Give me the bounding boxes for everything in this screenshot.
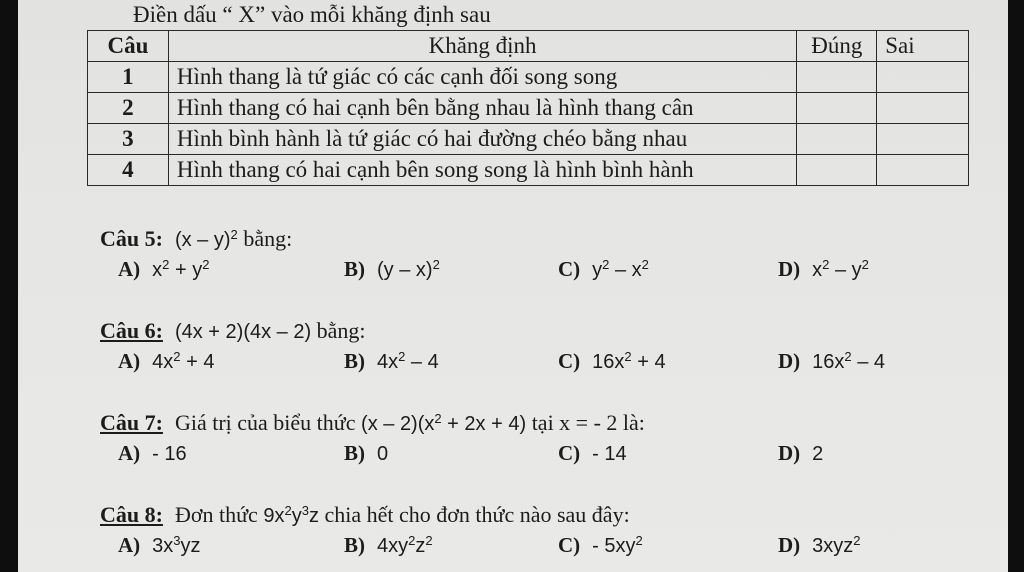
answer-option[interactable] [778,533,861,558]
true-checkbox-cell[interactable] [797,62,877,93]
answer-option[interactable] [558,441,627,466]
question-stem: (x – y)$^2$ bằng: [174,226,293,251]
option-expression: (y – x)$^2$ [377,256,440,281]
true-checkbox-cell[interactable] [797,155,877,186]
answer-option[interactable] [558,533,643,558]
option-letter: C) [558,349,581,373]
option-expression: $y^2 - x^2$ [592,256,649,281]
exercise-title: Điền dấu “ X” vào mỗi khăng định sau [133,2,491,27]
row-statement: Hình thang là tứ giác có các cạnh đối song song [168,62,796,93]
false-checkbox-cell[interactable] [877,124,969,155]
question-7 [100,410,645,436]
row-statement: Hình bình hành là tứ giác có hai đường chéo bằng nhau [168,124,796,155]
table-row [88,124,969,155]
answer-option[interactable] [344,441,388,466]
option-expression: - 16 [152,443,187,465]
option-expression: 2 [812,443,824,465]
question-stem: (4x + 2)(4x – 2) bằng: [174,318,366,343]
table-header-row [88,31,969,62]
false-checkbox-cell[interactable] [877,155,969,186]
row-statement: Hình thang có hai cạnh bên song song là hình bình hành [168,155,796,186]
question-stem: Đơn thức $9x^2y^3z$ chia hết cho đơn thức nào sau đây: [174,502,630,527]
col-header-cau: Câu [88,31,169,62]
option-expression: $x^2 + y^2$ [152,256,210,281]
option-letter: B) [344,533,365,557]
col-header-claim: Khăng định [168,31,796,62]
answer-option[interactable] [558,257,649,282]
option-expression: $4x^2 + 4$ [152,348,215,373]
true-checkbox-cell[interactable] [797,124,877,155]
option-letter: A) [118,349,141,373]
worksheet-page [18,0,1008,572]
question-5 [100,226,292,252]
option-expression: 0 [377,443,389,465]
question-label: Câu 5: [100,226,163,251]
option-expression: - 14 [592,443,627,465]
answer-option[interactable] [344,533,433,558]
question-label: Câu 7: [100,410,163,435]
row-statement: Hình thang có hai cạnh bên bằng nhau là hình thang cân [168,93,796,124]
table-row [88,62,969,93]
option-expression: $3x^3yz$ [152,532,201,557]
table-row [88,155,969,186]
answer-option[interactable] [118,533,201,558]
option-letter: D) [778,533,801,557]
option-letter: A) [118,533,141,557]
answer-option[interactable] [344,257,440,282]
option-letter: C) [558,257,581,281]
statement-table [87,30,969,186]
option-expression: $4xy^2z^2$ [377,532,433,557]
answer-option[interactable] [558,349,666,374]
option-expression: 3xyz$^2$ [812,532,861,557]
option-letter: A) [118,257,141,281]
option-expression: $16x^2 - 4$ [812,348,886,373]
option-letter: A) [118,441,141,465]
answer-option[interactable] [778,441,823,466]
option-expression: $x^2 - y^2$ [812,256,869,281]
answer-option[interactable] [118,349,214,374]
col-header-false: Sai [877,31,969,62]
option-expression: - $5xy^2$ [592,532,643,557]
table-row [88,93,969,124]
answer-option[interactable] [778,349,885,374]
question-stem: Giá trị của biểu thức $(x - 2)(x^2 + 2x + 4)$ tại x = - 2 là: [174,410,645,435]
question-label: Câu 8: [100,502,163,527]
row-number: 4 [88,155,169,186]
false-checkbox-cell[interactable] [877,62,969,93]
option-letter: B) [344,441,365,465]
answer-option[interactable] [118,257,209,282]
option-expression: $16x^2 + 4$ [592,348,666,373]
question-6 [100,318,366,344]
option-letter: C) [558,441,581,465]
answer-option[interactable] [118,441,187,466]
answer-option[interactable] [344,349,439,374]
question-8 [100,502,630,528]
question-label: Câu 6: [100,318,163,343]
true-checkbox-cell[interactable] [797,93,877,124]
col-header-true: Đúng [797,31,877,62]
option-letter: D) [778,349,801,373]
option-expression: $4x^2 - 4$ [377,348,439,373]
row-number: 3 [88,124,169,155]
option-letter: C) [558,533,581,557]
false-checkbox-cell[interactable] [877,93,969,124]
option-letter: B) [344,349,365,373]
option-letter: D) [778,441,801,465]
option-letter: B) [344,257,365,281]
option-letter: D) [778,257,801,281]
answer-option[interactable] [778,257,869,282]
row-number: 2 [88,93,169,124]
row-number: 1 [88,62,169,93]
